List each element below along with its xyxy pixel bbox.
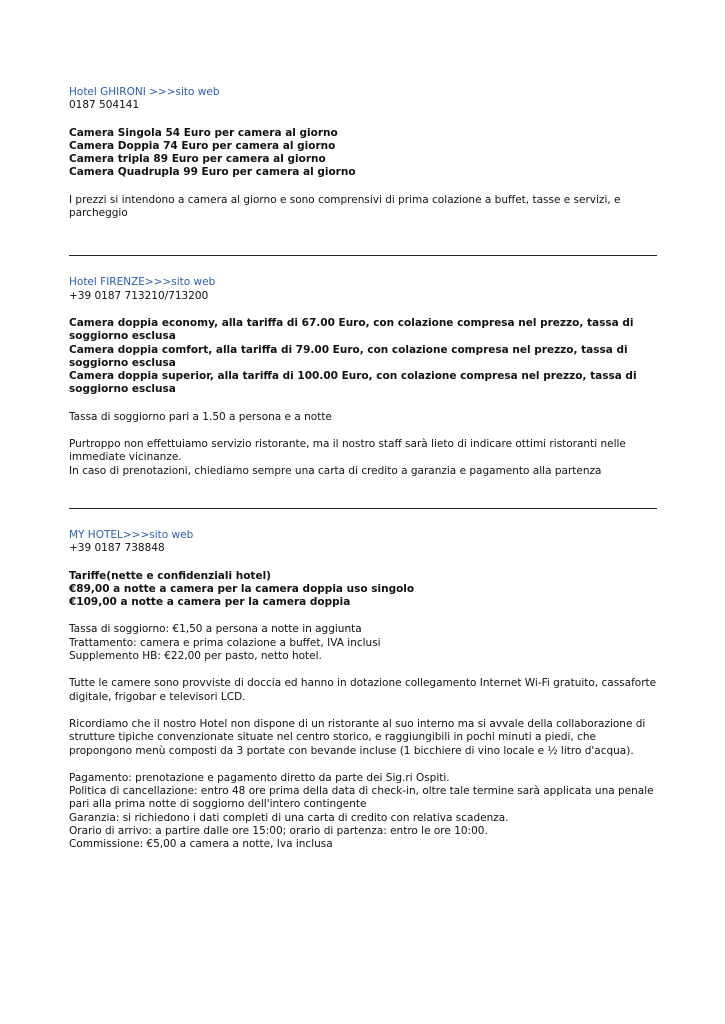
hotel-ghironi-price-note: I prezzi si intendono a camera al giorno e sono comprensivi di prima colazione a buffet, tasse e servizi, e parcheggio (69, 193, 621, 220)
hotel-ghironi-rate: Camera Quadrupla 99 Euro per camera al giorno (69, 166, 356, 179)
hotel-firenze-note: Purtroppo non effettuiamo servizio ristorante, ma il nostro staff sarà lieto di indicare ottimi ristoranti nelle immediate vicinanze. (69, 438, 626, 464)
hotel-ghironi-rate: Camera Singola 54 Euro per camera al giorno (69, 126, 338, 139)
my-hotel-rate: €109,00 a notte a camera per la camera doppia (69, 596, 351, 609)
hotel-firenze-tax: Tassa di soggiorno pari a 1.50 a persona e a notte (69, 410, 332, 423)
hotel-ghironi-section (69, 86, 657, 220)
my-hotel-rate: €89,00 a notte a camera per la camera doppia uso singolo (69, 582, 415, 595)
hotel-firenze-rate: Camera doppia superior, alla tariffa di 100.00 Euro, con colazione compresa nel prezzo, tassa di soggiorno esclusa (69, 370, 637, 396)
hotel-ghironi-rate: Camera Doppia 74 Euro per camera al giorno (69, 139, 336, 152)
hotel-firenze-rate: Camera doppia comfort, alla tariffa di 79.00 Euro, con colazione compresa nel prezzo, tassa di soggiorno esclusa (69, 343, 628, 369)
hotel-firenze-note: In caso di prenotazioni, chiediamo sempre una carta di credito a garanzia e pagamento alla partenza (69, 464, 602, 477)
my-hotel-website-link[interactable]: MY HOTEL>>>sito web (69, 528, 194, 541)
hotel-ghironi-website-link[interactable]: Hotel GHIRONI >>>sito web (69, 86, 220, 98)
document-page (69, 86, 657, 852)
hotel-firenze-section (69, 276, 657, 478)
hotel-ghironi-phone: 0187 504141 (69, 99, 140, 112)
my-hotel-extra: Supplemento HB: €22,00 per pasto, netto hotel. (69, 650, 322, 663)
my-hotel-condition: Orario di arrivo: a partire dalle ore 15:00; orario di partenza: entro le ore 10:00. (69, 824, 488, 837)
my-hotel-rates-title: Tariffe(nette e confidenziali hotel) (69, 569, 271, 582)
my-hotel-condition: Pagamento: prenotazione e pagamento diretto da parte dei Sig.ri Ospiti. (69, 771, 450, 784)
my-hotel-rooms: Tutte le camere sono provviste di doccia ed hanno in dotazione collegamento Internet Wi-Fi gratuito, cassaforte digitale, frigobar e televisori LCD. (69, 677, 657, 703)
my-hotel-condition: Garanzia: si richiedono i dati completi di una carta di credito con relativa scadenza. (69, 811, 509, 824)
my-hotel-extra: Trattamento: camera e prima colazione a buffet, IVA inclusi (69, 636, 381, 649)
hotel-ghironi-rate: Camera tripla 89 Euro per camera al giorno (69, 153, 326, 166)
my-hotel-phone: +39 0187 738848 (69, 542, 165, 555)
my-hotel-restaurant: Ricordiamo che il nostro Hotel non dispone di un ristorante al suo interno ma si avvale della collaborazione di strutture tipiche convenzionate situate nel centro storico, e raggiungibili in pochi minuti a piedi, che propongono menù composti da 3 portate con bevande incluse (1 bicchiere di vino locale e ½ litro d'acqua). (69, 717, 646, 757)
my-hotel-extra: Tassa di soggiorno: €1,50 a persona a notte in aggiunta (69, 623, 362, 636)
hotel-firenze-phone: +39 0187 713210/713200 (69, 289, 209, 302)
my-hotel-condition: Commissione: €5,00 a camera a notte, Iva inclusa (69, 838, 333, 851)
my-hotel-condition: Politica di cancellazione: entro 48 ore prima della data di check-in, oltre tale termine sarà applicata una penale pari alla prima notte di soggiorno dell'intero contingente (69, 785, 654, 811)
my-hotel-section (69, 529, 657, 852)
hotel-firenze-website-link[interactable]: Hotel FIRENZE>>>sito web (69, 276, 216, 289)
hotel-firenze-rate: Camera doppia economy, alla tariffa di 67.00 Euro, con colazione compresa nel prezzo, tassa di soggiorno esclusa (69, 316, 634, 343)
